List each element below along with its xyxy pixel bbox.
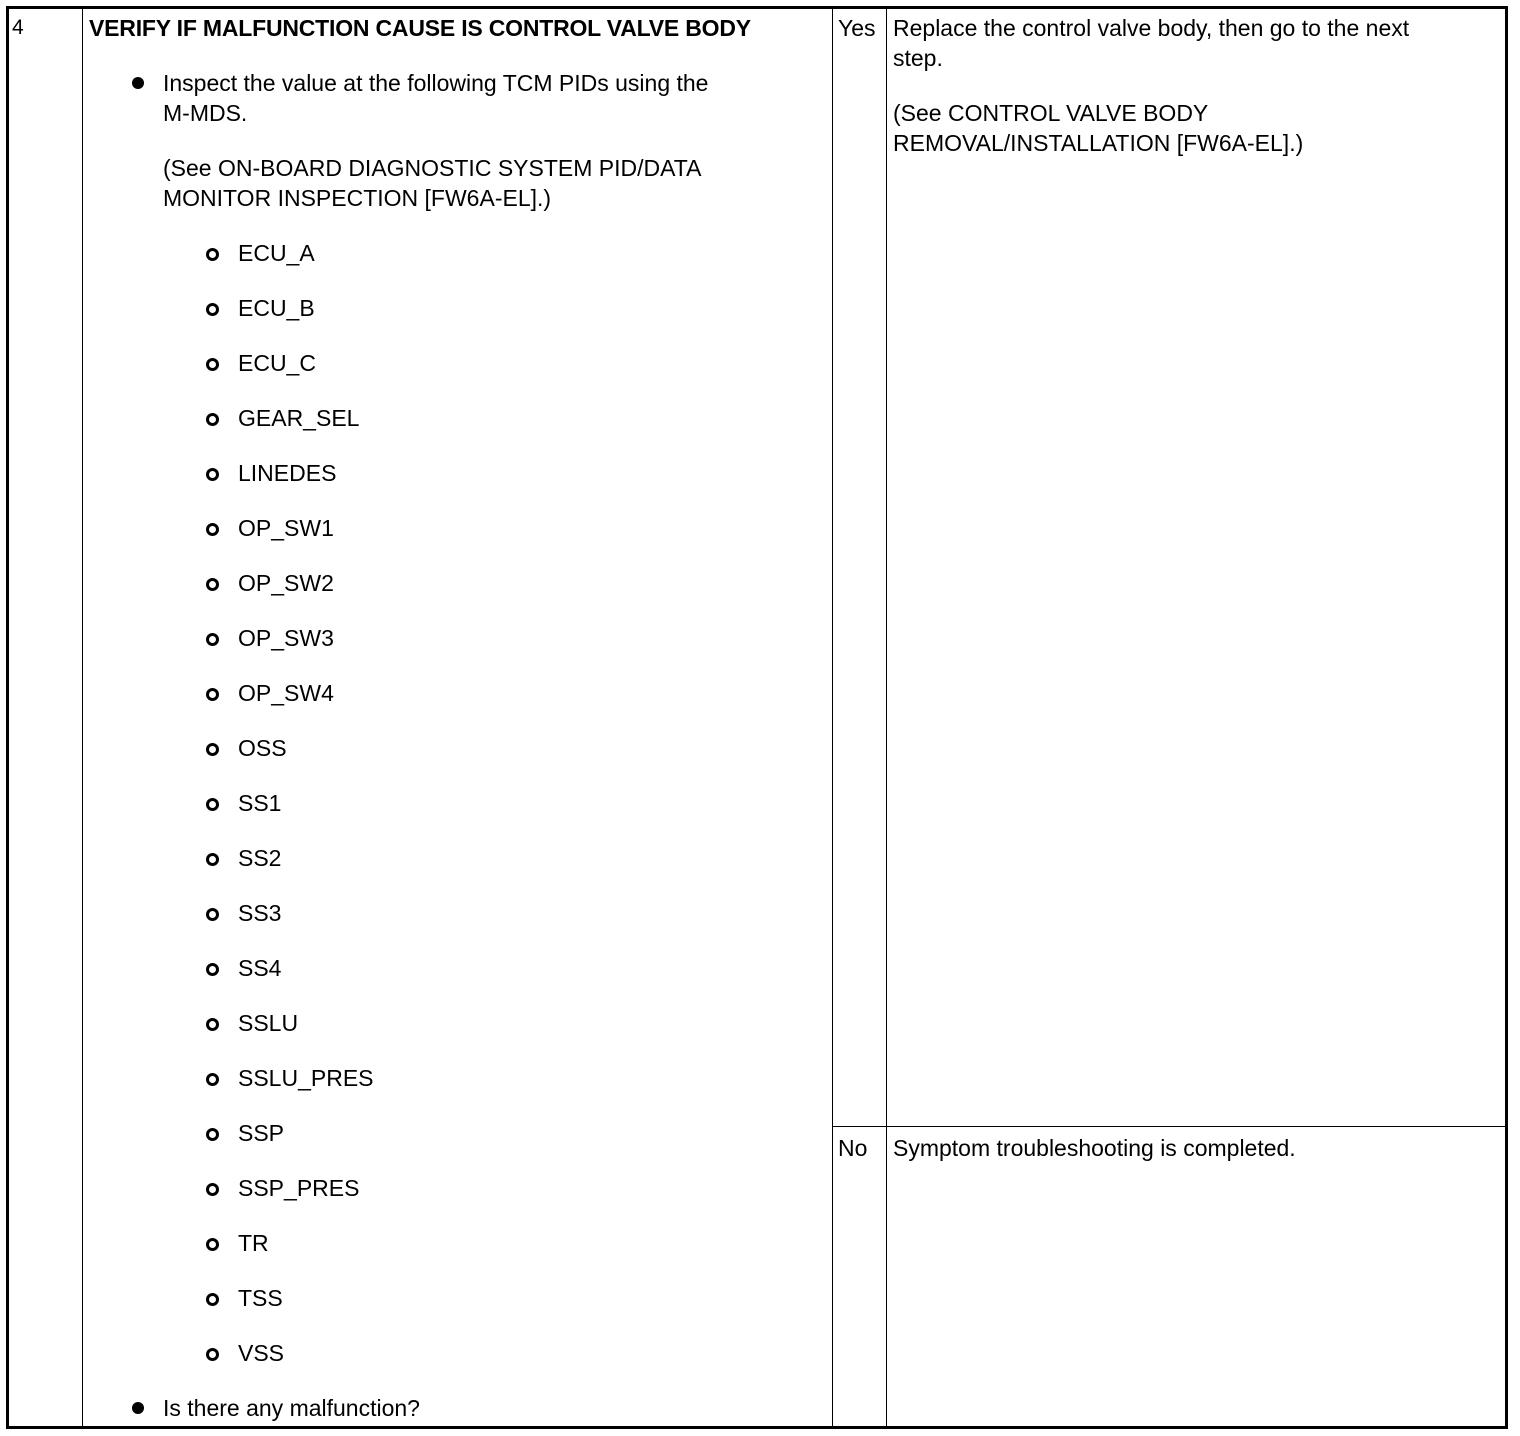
yes-label: Yes <box>838 15 876 41</box>
circle-bullet-icon <box>206 358 219 371</box>
diagnostic-step-table <box>6 6 1508 1429</box>
row-divider <box>832 1126 1505 1127</box>
circle-bullet-icon <box>206 743 219 756</box>
circle-bullet-icon <box>206 1183 219 1196</box>
circle-bullet-icon <box>206 688 219 701</box>
circle-bullet-icon <box>206 908 219 921</box>
circle-bullet-icon <box>206 523 219 536</box>
bullet1-line2: M-MDS. <box>163 100 248 126</box>
yes-ref-line1[interactable]: (See CONTROL VALVE BODY <box>893 100 1209 126</box>
step-number: 4 <box>12 16 24 39</box>
circle-bullet-icon <box>206 853 219 866</box>
step-title: VERIFY IF MALFUNCTION CAUSE IS CONTROL VALVE BODY <box>89 15 751 41</box>
no-action: Symptom troubleshooting is completed. <box>893 1135 1296 1161</box>
circle-bullet-icon <box>206 578 219 591</box>
bullet1-ref-line2[interactable]: MONITOR INSPECTION [FW6A-EL].) <box>163 185 552 211</box>
circle-bullet-icon <box>206 1018 219 1031</box>
circle-bullet-icon <box>206 303 219 316</box>
circle-bullet-icon <box>206 1348 219 1361</box>
circle-bullet-icon <box>206 1128 219 1141</box>
circle-bullet-icon <box>206 468 219 481</box>
yes-action-line1: Replace the control valve body, then go to the next <box>893 15 1410 41</box>
circle-bullet-icon <box>206 633 219 646</box>
circle-bullet-icon <box>206 248 219 261</box>
column-divider <box>886 9 887 1426</box>
column-divider <box>832 9 833 1426</box>
bullet2-question: Is there any malfunction? <box>163 1395 420 1421</box>
bullet1-line1: Inspect the value at the following TCM PIDs using the <box>163 70 709 96</box>
bullet-icon <box>132 1402 144 1414</box>
circle-bullet-icon <box>206 1073 219 1086</box>
bullet-icon <box>132 77 144 89</box>
circle-bullet-icon <box>206 413 219 426</box>
bullet1-ref-line1[interactable]: (See ON-BOARD DIAGNOSTIC SYSTEM PID/DATA <box>163 155 702 181</box>
yes-action-line2: step. <box>893 45 943 71</box>
circle-bullet-icon <box>206 798 219 811</box>
column-divider <box>82 9 83 1426</box>
circle-bullet-icon <box>206 1238 219 1251</box>
circle-bullet-icon <box>206 963 219 976</box>
yes-ref-line2[interactable]: REMOVAL/INSTALLATION [FW6A-EL].) <box>893 130 1304 156</box>
no-label: No <box>838 1135 868 1161</box>
circle-bullet-icon <box>206 1293 219 1306</box>
